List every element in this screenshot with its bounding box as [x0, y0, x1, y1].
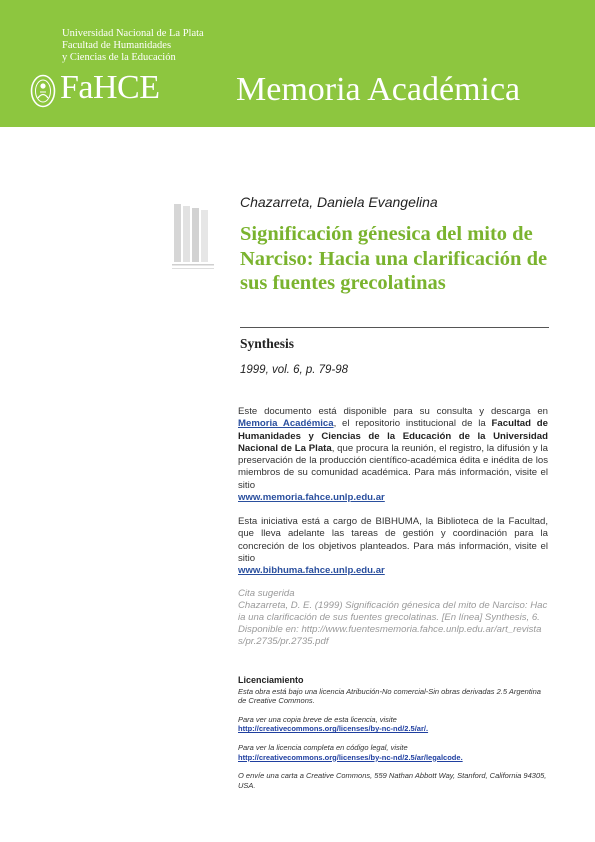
- university-seal-icon: [30, 74, 56, 108]
- faculty-line-2: y Ciencias de la Educación: [62, 52, 176, 63]
- books-logo-icon: [170, 200, 220, 276]
- license-short-link[interactable]: http://creativecommons.org/licenses/by-nc-nd/2.5/ar/.: [238, 724, 429, 734]
- license-mail-text: O envíe una carta a Creative Commons, 559 Nathan Abbott Way, Stanford, California 94305, USA.: [238, 771, 547, 790]
- bibhuma-description: [238, 516, 548, 577]
- intro-text-3: , que procura la reunión, el registro, la difusión y la preservación de la producción científico-académica édita e inédita de los miembros de su comunidad académica. Para más información, visite el sitio: [238, 442, 548, 491]
- university-name: Universidad Nacional de La Plata: [62, 28, 204, 39]
- title-divider: [240, 327, 549, 328]
- institution-lines: [62, 28, 204, 64]
- license-text: Esta obra está bajo una licencia Atribución-No comercial-Sin obras derivadas 2.5 Argentina de Creative Commons.: [238, 686, 541, 706]
- bibhuma-text: Esta iniciativa está a cargo de BIBHUMA, la Biblioteca de la Facultad, que lleva adelante las tareas de gestión y coordinación para la concreción de los objetivos planteados. Para más información, visite el sitio: [238, 516, 548, 564]
- citation-text: Chazarreta, D. E. (1999) Significación génesica del mito de Narciso: Hacia una clarificación de sus fuentes grecolatinas. [En línea] Synthesis, 6. Disponible en: http://www.fuentesmemoria.fahce.unlp.edu.ar/art_revistas/pr.2735/pr.2735.pdf: [238, 600, 548, 647]
- intro-text-2: , el repositorio institucional de la: [333, 418, 492, 430]
- author-name: Chazarreta, Daniela Evangelina: [240, 194, 438, 210]
- fahce-logo: FaHCE: [60, 69, 160, 106]
- publication-details: 1999, vol. 6, p. 79-98: [240, 364, 349, 376]
- journal-name: Synthesis: [240, 336, 295, 351]
- license-section: [238, 676, 548, 790]
- license-heading: Licenciamiento: [238, 675, 304, 685]
- bibhuma-url-link[interactable]: www.bibhuma.fahce.unlp.edu.ar: [238, 565, 385, 577]
- faculty-line-1: Facultad de Humanidades: [62, 40, 172, 51]
- repository-title: Memoria Académica: [236, 71, 521, 108]
- repository-description: [238, 406, 548, 504]
- memoria-url-link[interactable]: www.memoria.fahce.unlp.edu.ar: [238, 492, 385, 504]
- citation-label: Cita sugerida: [238, 588, 295, 599]
- memoria-academica-link[interactable]: Memoria Académica: [238, 418, 334, 430]
- intro-text-1: Este documento está disponible para su consulta y descarga en: [238, 406, 548, 417]
- license-full-link[interactable]: http://creativecommons.org/licenses/by-nc-nd/2.5/ar/legalcode.: [238, 752, 463, 762]
- license-full-label: Para ver la licencia completa en código legal, visite: [238, 742, 408, 752]
- faculty-name-bold: Facultad de Humanidades y Ciencias de la Educación de la Universidad Nacional de La Plata: [238, 418, 548, 454]
- suggested-citation: [238, 588, 548, 648]
- article-title: Significación génesica del mito de Narciso: Hacia una clarificación de sus fuentes grecolatinas: [240, 223, 548, 294]
- license-short-label: Para ver una copia breve de esta licencia, visite: [238, 714, 397, 724]
- header-banner: [0, 0, 595, 127]
